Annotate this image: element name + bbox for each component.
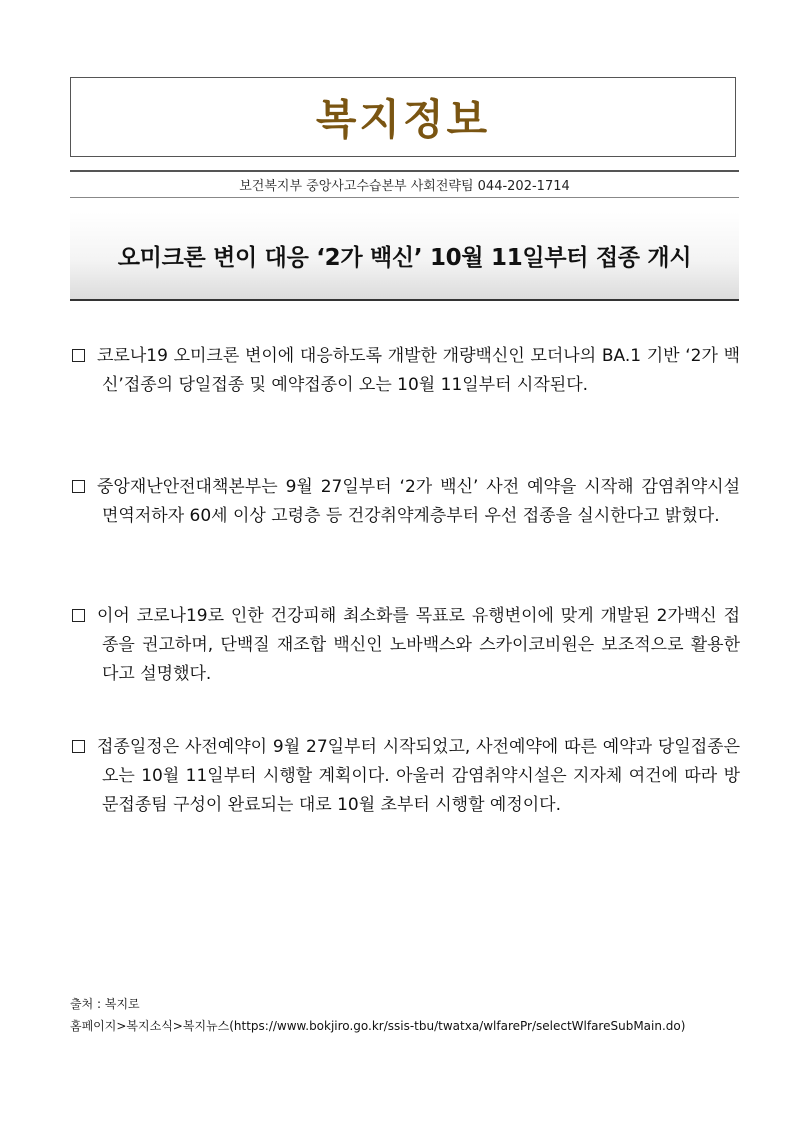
checkbox-bullet-icon bbox=[72, 740, 85, 753]
source-block bbox=[70, 993, 685, 1037]
headline-bar bbox=[70, 212, 739, 301]
headline: 오미크론 변이 대응 ‘2가 백신’ 10월 11일부터 접종 개시 bbox=[117, 245, 692, 271]
paragraph-text: 중앙재난안전대책본부는 9월 27일부터 ‘2가 백신’ 사전 예약을 시작해 감염취약시설 면역저하자 60세 이상 고령층 등 건강취약계층부터 우선 접종을 실시한다고 밝혔다. bbox=[97, 477, 740, 526]
checkbox-bullet-icon bbox=[72, 609, 85, 622]
paragraph-3 bbox=[72, 602, 740, 689]
paragraph-text: 접종일정은 사전예약이 9월 27일부터 시작되었고, 사전예약에 따른 예약과 당일접종은 오는 10월 11일부터 시행할 계획이다. 아울러 감염취약시설은 지자체 여건에 따라 방문접종팀 구성이 완료되는 대로 10월 초부터 시행할 예정이다. bbox=[97, 737, 740, 815]
source-path: 홈페이지>복지소식>복지뉴스(https://www.bokjiro.go.kr/ssis-tbu/twatxa/wlfarePr/selectWlfareSubMain.do) bbox=[70, 1019, 686, 1033]
paragraph-4 bbox=[72, 733, 740, 820]
checkbox-bullet-icon bbox=[72, 349, 85, 362]
page-title: 복지정보 bbox=[315, 95, 491, 144]
title-box bbox=[70, 77, 736, 157]
department-bar bbox=[70, 170, 739, 198]
paragraph-text: 이어 코로나19로 인한 건강피해 최소화를 목표로 유행변이에 맞게 개발된 2가백신 접종을 권고하며, 단백질 재조합 백신인 노바백스와 스카이코비원은 보조적으로 활용한다고 설명했다. bbox=[97, 606, 740, 684]
paragraph-text: 코로나19 오미크론 변이에 대응하도록 개발한 개량백신인 모더나의 BA.1 기반 ‘2가 백신’접종의 당일접종 및 예약접종이 오는 10월 11일부터 시작된다. bbox=[97, 346, 740, 395]
source-label: 출처 : 복지로 bbox=[70, 997, 140, 1011]
paragraph-2 bbox=[72, 473, 740, 531]
checkbox-bullet-icon bbox=[72, 480, 85, 493]
paragraph-1 bbox=[72, 342, 740, 400]
department-contact: 보건복지부 중앙사고수습본부 사회전략팀 044-202-1714 bbox=[239, 179, 570, 194]
